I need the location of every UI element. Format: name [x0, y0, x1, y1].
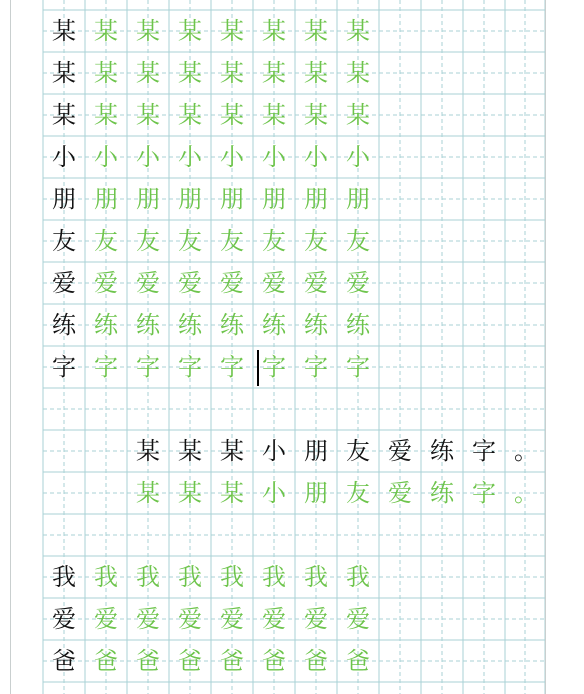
- trace-character: 爱: [136, 269, 160, 297]
- trace-character: 爱: [94, 605, 118, 633]
- trace-character: 小: [178, 143, 202, 171]
- sentence-character: 某: [136, 437, 160, 465]
- sentence-character: 某: [220, 437, 244, 465]
- trace-character: 爸: [178, 647, 202, 675]
- sentence-trace-character: 某: [178, 479, 202, 507]
- trace-character: 字: [94, 353, 118, 381]
- trace-character: 我: [304, 563, 328, 591]
- sentence-trace-character: 朋: [304, 479, 328, 507]
- trace-character: 友: [304, 227, 328, 255]
- trace-character: 某: [136, 17, 160, 45]
- model-character: 某: [52, 17, 76, 45]
- model-character: 练: [52, 311, 76, 339]
- sentence-character: 小: [262, 437, 286, 465]
- sentence-character: 某: [178, 437, 202, 465]
- model-character: 朋: [52, 185, 76, 213]
- trace-character: 友: [262, 227, 286, 255]
- sentence-character: 。: [514, 437, 538, 465]
- trace-character: 字: [304, 353, 328, 381]
- trace-character: 某: [262, 101, 286, 129]
- trace-character: 某: [346, 101, 370, 129]
- model-character: 小: [52, 143, 76, 171]
- trace-character: 某: [94, 17, 118, 45]
- sentence-trace-character: 小: [262, 479, 286, 507]
- sentence-trace-character: 。: [514, 479, 538, 507]
- trace-character: 爱: [178, 605, 202, 633]
- trace-character: 爱: [346, 605, 370, 633]
- trace-character: 练: [220, 311, 244, 339]
- trace-character: 字: [220, 353, 244, 381]
- trace-character: 某: [94, 59, 118, 87]
- trace-character: 某: [220, 17, 244, 45]
- trace-character: 某: [94, 101, 118, 129]
- trace-character: 友: [220, 227, 244, 255]
- trace-character: 某: [346, 59, 370, 87]
- trace-character: 爱: [220, 269, 244, 297]
- trace-character: 某: [262, 17, 286, 45]
- trace-character: 练: [346, 311, 370, 339]
- trace-character: 小: [94, 143, 118, 171]
- trace-character: 友: [94, 227, 118, 255]
- trace-character: 某: [304, 17, 328, 45]
- trace-character: 某: [178, 101, 202, 129]
- trace-character: 爸: [136, 647, 160, 675]
- trace-character: 某: [262, 59, 286, 87]
- trace-character: 某: [136, 101, 160, 129]
- trace-character: 爱: [346, 269, 370, 297]
- trace-character: 练: [262, 311, 286, 339]
- trace-character: 爸: [220, 647, 244, 675]
- trace-character: 爸: [304, 647, 328, 675]
- model-character: 友: [52, 227, 76, 255]
- sentence-trace-character: 某: [220, 479, 244, 507]
- trace-character: 爱: [94, 269, 118, 297]
- trace-character: 我: [346, 563, 370, 591]
- trace-character: 我: [262, 563, 286, 591]
- model-character: 爱: [52, 605, 76, 633]
- sentence-trace-character: 某: [136, 479, 160, 507]
- sentence-character: 练: [430, 437, 454, 465]
- trace-character: 爱: [262, 269, 286, 297]
- trace-character: 小: [262, 143, 286, 171]
- trace-character: 爸: [94, 647, 118, 675]
- trace-character: 某: [304, 101, 328, 129]
- trace-character: 朋: [262, 185, 286, 213]
- trace-character: 某: [178, 17, 202, 45]
- trace-character: 爱: [304, 269, 328, 297]
- sentence-trace-character: 爱: [388, 479, 412, 507]
- sentence-character: 朋: [304, 437, 328, 465]
- trace-character: 爱: [136, 605, 160, 633]
- trace-character: 练: [178, 311, 202, 339]
- trace-character: 小: [346, 143, 370, 171]
- trace-character: 我: [94, 563, 118, 591]
- trace-character: 练: [136, 311, 160, 339]
- trace-character: 小: [220, 143, 244, 171]
- trace-character: 字: [346, 353, 370, 381]
- model-character: 爸: [52, 647, 76, 675]
- trace-character: 字: [136, 353, 160, 381]
- trace-character: 朋: [136, 185, 160, 213]
- model-character: 字: [52, 353, 76, 381]
- trace-character: 某: [136, 59, 160, 87]
- text-cursor: [257, 350, 259, 386]
- trace-character: 某: [304, 59, 328, 87]
- trace-character: 小: [304, 143, 328, 171]
- model-character: 我: [52, 563, 76, 591]
- trace-character: 爱: [220, 605, 244, 633]
- trace-character: 爸: [262, 647, 286, 675]
- trace-character: 某: [346, 17, 370, 45]
- model-character: 某: [52, 59, 76, 87]
- trace-character: 某: [178, 59, 202, 87]
- model-character: 爱: [52, 269, 76, 297]
- trace-character: 朋: [178, 185, 202, 213]
- trace-character: 友: [178, 227, 202, 255]
- trace-character: 朋: [304, 185, 328, 213]
- trace-character: 某: [220, 101, 244, 129]
- sentence-character: 字: [472, 437, 496, 465]
- trace-character: 友: [136, 227, 160, 255]
- model-character: 某: [52, 101, 76, 129]
- trace-character: 我: [178, 563, 202, 591]
- trace-character: 字: [178, 353, 202, 381]
- sentence-trace-character: 字: [472, 479, 496, 507]
- trace-character: 练: [304, 311, 328, 339]
- trace-character: 爸: [346, 647, 370, 675]
- trace-character: 练: [94, 311, 118, 339]
- trace-character: 爱: [178, 269, 202, 297]
- trace-character: 朋: [94, 185, 118, 213]
- trace-character: 朋: [346, 185, 370, 213]
- trace-character: 爱: [262, 605, 286, 633]
- trace-character: 小: [136, 143, 160, 171]
- sentence-trace-character: 练: [430, 479, 454, 507]
- trace-character: 朋: [220, 185, 244, 213]
- trace-character: 某: [220, 59, 244, 87]
- trace-character: 我: [136, 563, 160, 591]
- trace-character: 友: [346, 227, 370, 255]
- sentence-trace-character: 友: [346, 479, 370, 507]
- trace-character: 爱: [304, 605, 328, 633]
- sentence-character: 爱: [388, 437, 412, 465]
- practice-page: [10, 0, 546, 694]
- trace-character: 我: [220, 563, 244, 591]
- sentence-character: 友: [346, 437, 370, 465]
- trace-character: 字: [262, 353, 286, 381]
